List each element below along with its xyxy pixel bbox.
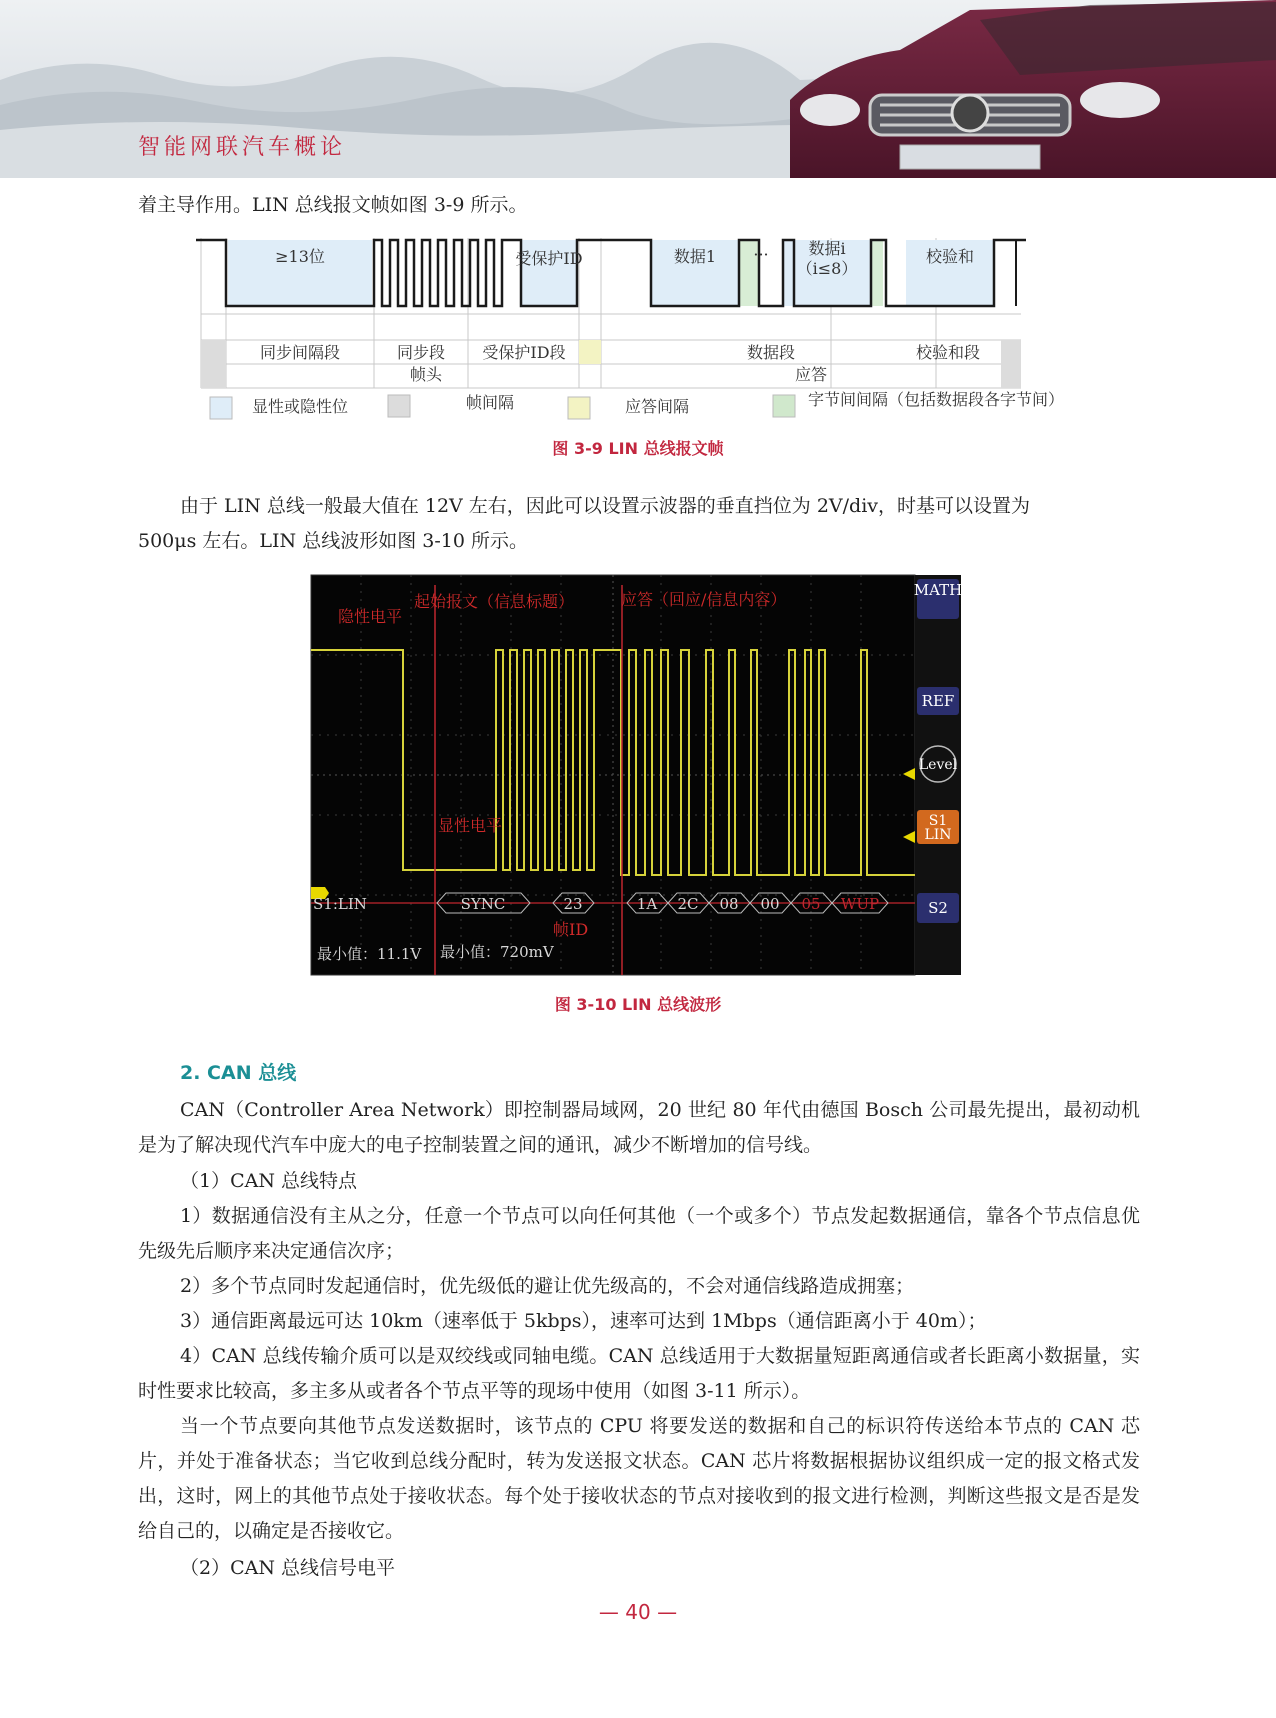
intro-text: 着主导作用。LIN 总线报文帧如图 3-9 所示。 bbox=[138, 194, 528, 216]
legend-inter-frame: 帧间隔 bbox=[466, 393, 515, 412]
figure-3-9-lin-frame bbox=[196, 234, 1065, 424]
seg-checksum: 校验和段 bbox=[915, 343, 981, 362]
can-feature-3: 3）通信距离最远可达 10km（速率低于 5kbps），速率可达到 1Mbps（通信距离小于 40m）； bbox=[180, 1310, 987, 1332]
label-response: 应答（回应/信息内容） bbox=[621, 590, 787, 609]
ref-button[interactable]: REF bbox=[921, 692, 955, 710]
can-feature-2: 2）多个节点同时发起通信时，优先级低的避让优先级高的，不会对通信线路造成拥塞； bbox=[180, 1275, 915, 1297]
decode-byte: 1A bbox=[636, 895, 658, 913]
decode-byte: 08 bbox=[719, 895, 739, 913]
seg-pid: 受保护ID段 bbox=[482, 343, 566, 362]
legend-byte-space: 字节间间隔（包括数据段各字节间） bbox=[808, 390, 1065, 409]
can-signal-level-heading: （2）CAN 总线信号电平 bbox=[180, 1557, 396, 1579]
para-scope-line1: 由于 LIN 总线一般最大值在 12V 左右，因此可以设置示波器的垂直挡位为 2V/div，时基可以设置为 bbox=[180, 495, 1031, 517]
legend-response-space: 应答间隔 bbox=[625, 397, 690, 416]
s2-button[interactable]: S2 bbox=[928, 899, 948, 917]
label-dominant: 显性电平 bbox=[438, 816, 503, 835]
decode-id: 23 bbox=[563, 895, 583, 913]
can-intro: CAN（Controller Area Network）即控制器局域网，20 世纪 80 年代由德国 Bosch 公司最先提出，最初动机是为了解决现代汽车中庞大的电子控制装置之间的通讯，减少不断增加的信号线。 bbox=[138, 1099, 1140, 1156]
seg-data: 数据段 bbox=[746, 343, 796, 362]
decode-sync: SYNC bbox=[460, 895, 506, 913]
label-start-msg: 起始报文（信息标题） bbox=[414, 592, 575, 611]
level-knob[interactable]: Level bbox=[918, 757, 958, 773]
can-feature-4: 4）CAN 总线传输介质可以是双绞线或同轴电缆。CAN 总线适用于大数据量短距离通信或者长距离小数据量，实时性要求比较高，多主多从或者各个节点平等的现场中使用（如图 3-11 所示）。 bbox=[138, 1345, 1140, 1402]
field-checksum: 校验和 bbox=[925, 247, 975, 266]
decode-byte: 00 bbox=[760, 895, 780, 913]
section-title-can: 2. CAN 总线 bbox=[180, 1062, 297, 1084]
min-value-1: 最小值：11.1V bbox=[317, 945, 422, 963]
can-feature-1: 1）数据通信没有主从之分，任意一个节点可以向任何其他（一个或多个）节点发起数据通信，靠各个节点信息优先级先后顺序来决定通信次序； bbox=[138, 1205, 1140, 1262]
page-header bbox=[0, 0, 1276, 178]
s1-button-line1[interactable]: S1 bbox=[928, 813, 948, 829]
can-node-paragraph: 当一个节点要向其他节点发送数据时，该节点的 CPU 将要发送的数据和自己的标识符传送给本节点的 CAN 芯片，并处于准备状态；当它收到总线分配时，转为发送报文状态。CAN 芯片将数据根据协议组织成一定的报文格式发出，这时，网上的其他节点处于接收状态。每个处于接收状态的节点对接收到的报文进行检测，判断这些报文是否是发给自己的，以确定是否接收它。 bbox=[138, 1415, 1140, 1542]
field-datai-range: （i≤8） bbox=[796, 259, 858, 278]
figure-3-10-caption: 图 3-10 LIN 总线波形 bbox=[554, 995, 722, 1014]
field-pid: 受保护ID bbox=[515, 249, 583, 268]
decode-byte: 2C bbox=[677, 895, 699, 913]
figure-3-9-caption: 图 3-9 LIN 总线报文帧 bbox=[552, 439, 724, 458]
book-title: 智能网联汽车概论 bbox=[138, 135, 347, 160]
figure-3-10-oscilloscope bbox=[311, 575, 961, 975]
para-scope-line2: 500μs 左右。LIN 总线波形如图 3-10 所示。 bbox=[138, 530, 528, 552]
mountain-illustration bbox=[0, 20, 900, 178]
field-datai: 数据i bbox=[808, 239, 846, 258]
label-frame-id: 帧ID bbox=[553, 920, 589, 939]
s1-button-line2[interactable]: LIN bbox=[924, 827, 952, 843]
min-value-2: 最小值：720mV bbox=[440, 943, 554, 961]
seg-sync-break: 同步间隔段 bbox=[259, 343, 341, 362]
field-break: ≥13位 bbox=[275, 247, 325, 266]
car-illustration bbox=[790, 0, 1276, 178]
field-ellipsis: ··· bbox=[753, 245, 769, 264]
can-features-heading: （1）CAN 总线特点 bbox=[180, 1170, 358, 1192]
decode-byte: 05 bbox=[801, 895, 821, 913]
seg-response: 应答 bbox=[794, 365, 828, 384]
seg-sync: 同步段 bbox=[396, 343, 446, 362]
label-recessive: 隐性电平 bbox=[338, 607, 403, 626]
decode-channel: S1:LIN bbox=[313, 895, 367, 913]
field-data1: 数据1 bbox=[673, 247, 717, 266]
page-number: — 40 — bbox=[598, 1600, 678, 1624]
math-button[interactable]: MATH bbox=[913, 581, 963, 599]
seg-frame-head: 帧头 bbox=[409, 365, 443, 384]
decode-byte: WUP bbox=[840, 895, 880, 913]
legend-dominant: 显性或隐性位 bbox=[252, 397, 349, 416]
